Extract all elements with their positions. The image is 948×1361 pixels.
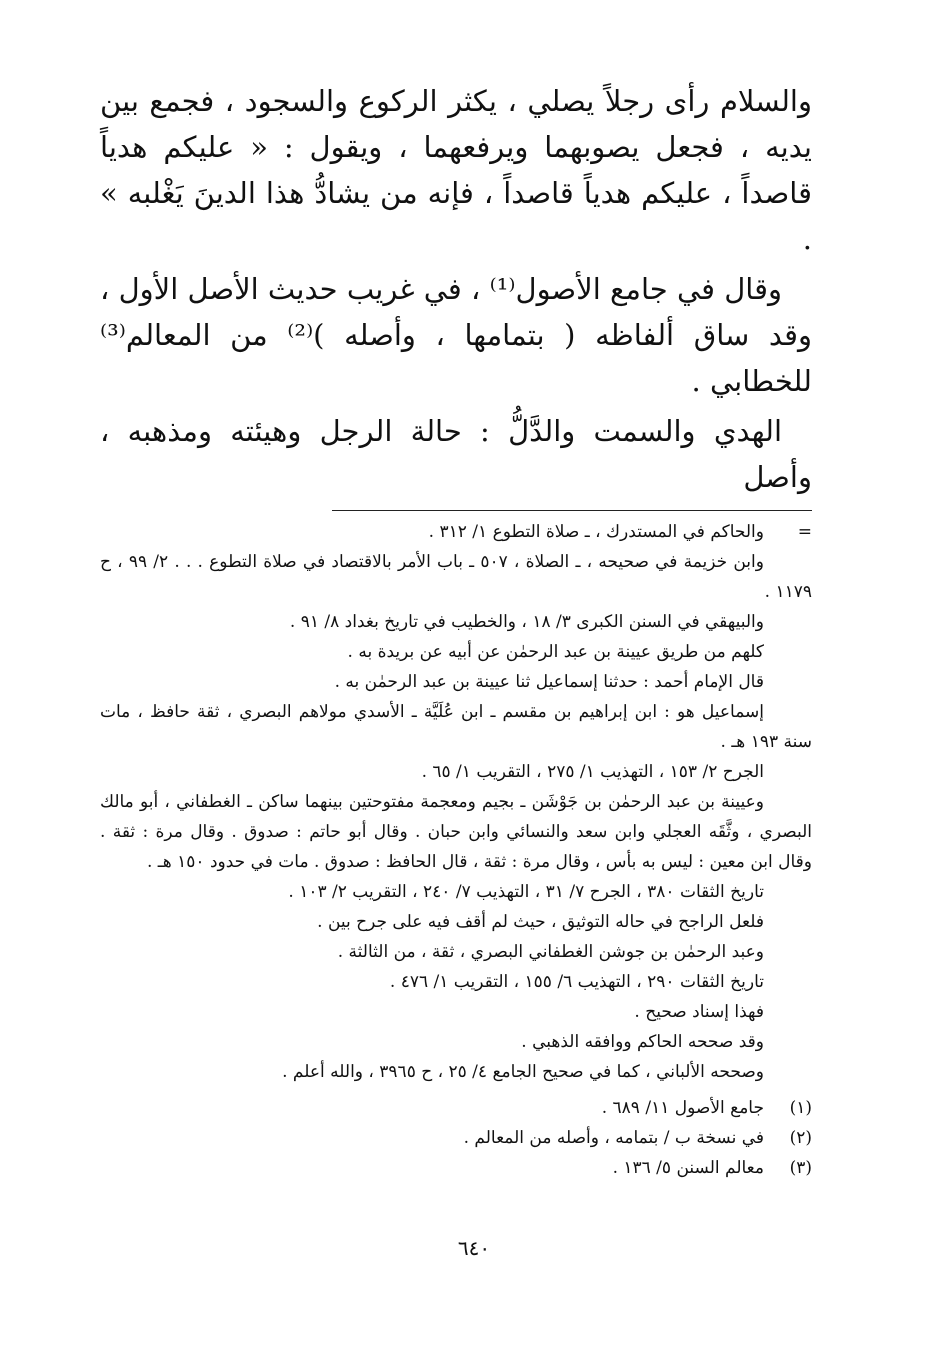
main-text bbox=[100, 78, 812, 500]
footnote-3 bbox=[100, 1153, 812, 1183]
note-line-8: وعيينة بن عبد الرحمٰن بن جَوْشَن ـ بجيم ومعجمة مفتوحتين بينهما ساكن ـ الغطفاني ، أبو مالك البصري ، وثَّقَه العجلي وابن سعد والنسائي وابن حبان . وقال أبو حاتم : صدوق . وقال مرة : ثقة . وقال ابن معين : ليس به بأس ، وقال مرة : ثقة ، قال الحافظ : صدوق . مات في حدود ١٥٠ هـ . bbox=[100, 792, 812, 872]
paragraph-3: الهدي والسمت والدَّلُّ : حالة الرجل وهيئته ومذهبه ، وأصل bbox=[100, 414, 812, 494]
footnote-2 bbox=[100, 1123, 812, 1153]
note-text: والحاكم في المستدرك ، ـ صلاة التطوع ١/ ٣١٢ . bbox=[428, 522, 764, 542]
note-line-14: وقد صححه الحاكم ووافقه الذهبي . bbox=[521, 1032, 764, 1052]
note-line-1 bbox=[100, 517, 812, 547]
note-line-4: كلهم من طريق عيينة بن عبد الرحمٰن عن أبيه عن بريدة به . bbox=[347, 642, 764, 662]
continuation-marker: = bbox=[797, 522, 812, 542]
footnote-text: جامع الأصول ١١/ ٦٨٩ . bbox=[601, 1098, 764, 1118]
footnote-number: (١) bbox=[789, 1098, 812, 1118]
footnote-number: (٣) bbox=[789, 1158, 812, 1178]
note-line-15: وصححه الألباني ، كما في صحيح الجامع ٤/ ٢٥ ، ح ٣٩٦٥ ، والله أعلم . bbox=[282, 1062, 764, 1082]
note-line-6: إسماعيل هو : ابن إبراهيم بن مقسم ـ ابن عُلَيَّة ـ الأسدي مولاهم البصري ، ثقة حافظ ، مات سنة ١٩٣ هـ . bbox=[100, 702, 812, 752]
footnotes bbox=[100, 1093, 812, 1183]
note-line-13: فهذا إسناد صحيح . bbox=[634, 1002, 764, 1022]
note-line-5: قال الإمام أحمد : حدثنا إسماعيل ثنا عيينة بن عبد الرحمٰن به . bbox=[334, 672, 764, 692]
paragraph-1: والسلام رأى رجلاً يصلي ، يكثر الركوع والسجود ، فجمع بين يديه ، فجعل يصوبهما ويرفعهما ، ويقول : « عليكم هدياً قاصداً ، عليكم هدياً قاصداً ، فإنه من يشادُّ هذا الدينَ يَغْلبه » . bbox=[100, 84, 812, 256]
footnote-text: في نسخة ب / بتمامه ، وأصله من المعالم . bbox=[463, 1128, 764, 1148]
note-line-2: وابن خزيمة في صحيحه ، ـ الصلاة ، ٥٠٧ ـ باب الأمر بالاقتصاد في صلاة التطوع . . . ٢/ ٩٩ ، ح ١١٧٩ . bbox=[100, 552, 812, 602]
continued-notes bbox=[100, 517, 812, 1087]
page-number: ٦٤٠ bbox=[457, 1236, 491, 1260]
footnote-number: (٢) bbox=[789, 1128, 812, 1148]
note-line-12: تاريخ الثقات ٢٩٠ ، التهذيب ٦/ ١٥٥ ، التقريب ١/ ٤٧٦ . bbox=[389, 972, 764, 992]
footnote-1 bbox=[100, 1093, 812, 1123]
note-line-3: والبيهقي في السنن الكبرى ٣/ ١٨ ، والخطيب في تاريخ بغداد ٨/ ٩١ . bbox=[289, 612, 764, 632]
footnote-separator bbox=[332, 510, 812, 511]
footnote-text: معالم السنن ٥/ ١٣٦ . bbox=[612, 1158, 764, 1178]
page bbox=[100, 78, 812, 1183]
note-line-7: الجرح ٢/ ١٥٣ ، التهذيب ١/ ٢٧٥ ، التقريب ١/ ٦٥ . bbox=[421, 762, 764, 782]
paragraph-2: وقال في جامع الأصول⁽¹⁾ ، في غريب حديث الأصل الأول ، وقد ساق ألفاظه ( بتمامها ، وأصله )⁽²⁾ من المعالم⁽³⁾ للخطابي . bbox=[100, 272, 813, 398]
note-line-9: تاريخ الثقات ٣٨٠ ، الجرح ٧/ ٣١ ، التهذيب ٧/ ٢٤٠ ، التقريب ٢/ ١٠٣ . bbox=[288, 882, 764, 902]
note-line-10: فلعل الراجح في حاله التوثيق ، حيث لم أقف فيه على جرح بين . bbox=[317, 912, 764, 932]
note-line-11: وعبد الرحمٰن بن جوشن الغطفاني البصري ، ثقة ، من الثالثة . bbox=[337, 942, 764, 962]
